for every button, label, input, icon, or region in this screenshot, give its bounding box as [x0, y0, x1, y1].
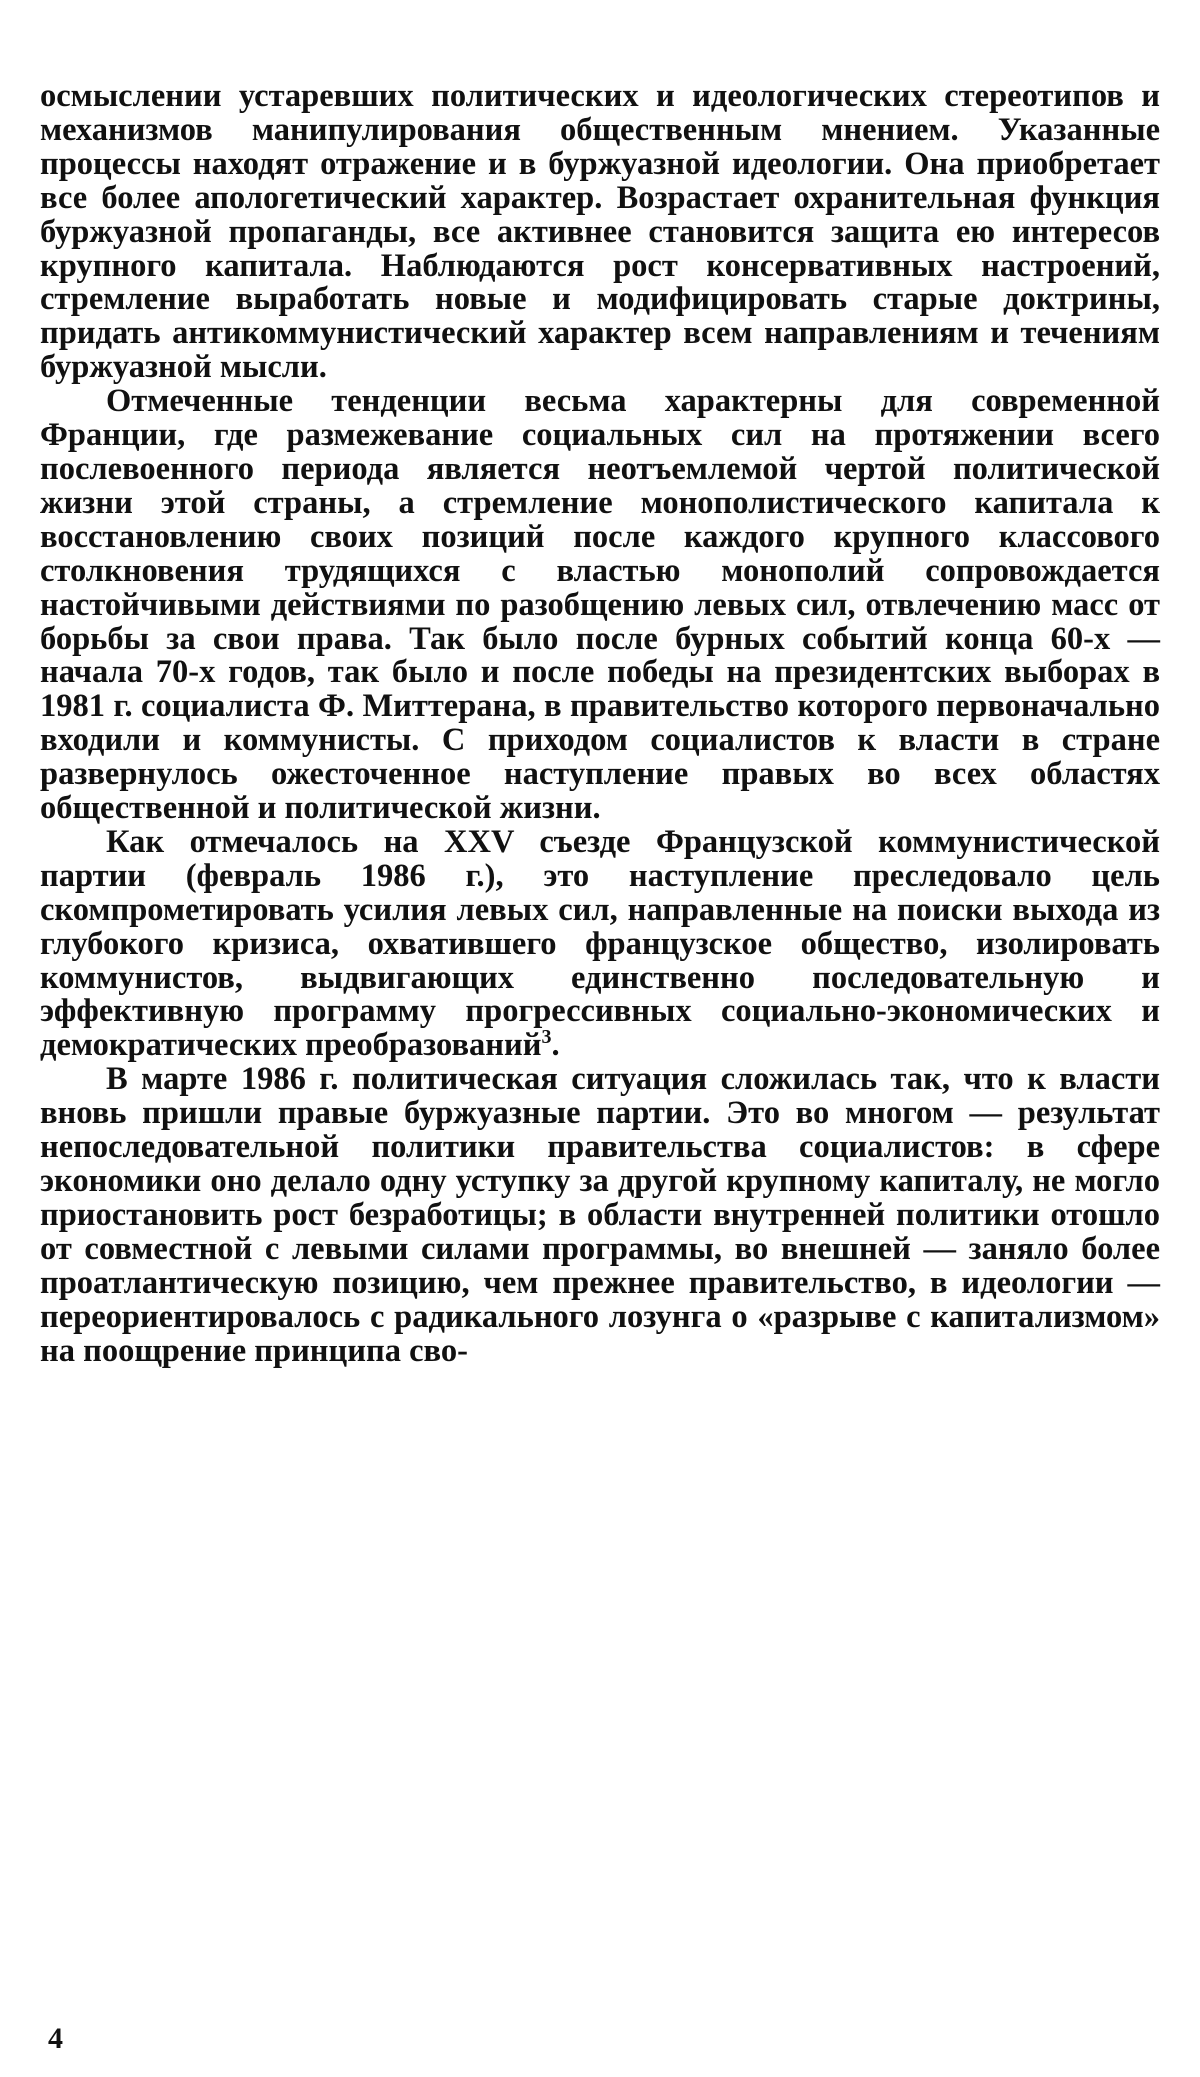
- paragraph-4: В марте 1986 г. политическая ситуация сложилась так, что к власти вновь пришли правые буржуазные партии. Это во многом — результат непоследовательной политики правительства социалистов: в сфере экономики оно делало одну уступку за другой крупному капиталу, не могло приостановить рост безработицы; в области внутренней политики отошло от совместной с левыми силами программы, во внешней — заняло более проатлантическую позицию, чем прежнее правительство, в идеологии — переориентировалось с радикального лозунга о «разрыве с капитализмом» на поощрение принципа сво-: [40, 1061, 1160, 1369]
- paragraph-3-text: Как отмечалось на XXV съезде Французской коммунистической партии (февраль 1986 г.), это наступление преследовало цель скомпрометировать усилия левых сил, направленные на поиски выхода из глубокого кризиса, охватившего французское общество, изолировать коммунистов, выдвигающих единственно последовательную и эффективную программу прогрессивных социально-экономических и демократических преобразований: [40, 823, 1160, 1064]
- paragraph-2: Отмеченные тенденции весьма характерны для современной Франции, где размежевание социальных сил на протяжении всего послевоенного периода является неотъемлемой чертой политической жизни этой страны, а стремление монополистического капитала к восстановлению своих позиций после каждого крупного классового столкновения трудящихся с властью монополий сопровождается настойчивыми действиями по разобщению левых сил, отвлечению масс от борьбы за свои права. Так было после бурных событий конца 60-х — начала 70-х годов, так было и после победы на президентских выборах в 1981 г. социалиста Ф. Миттерана, в правительство которого первоначально входили и коммунисты. С приходом социалистов к власти в стране развернулось ожесточенное наступление правых во всех областях общественной и политической жизни.: [40, 383, 1160, 827]
- page-number: 4: [48, 2022, 63, 2055]
- paragraph-3-tail: .: [551, 1027, 560, 1064]
- paragraph-1: осмыслении устаревших политических и идеологических стереотипов и механизмов манипулирования общественным мнением. Указанные процессы находят отражение и в буржуазной идеологии. Она приобретает все более апологетический характер. Возрастает охранительная функция буржуазной пропаганды, все активнее становится защита ею интересов крупного капитала. Наблюдаются рост консервативных настроений, стремление выработать новые и модифицировать старые доктрины, придать антикоммунистический характер всем направлениям и течениям буржуазной мысли.: [40, 78, 1160, 386]
- page-body: [40, 80, 1160, 1368]
- footnote-reference: 3: [541, 1026, 552, 1049]
- paragraph-3: [40, 823, 1160, 1064]
